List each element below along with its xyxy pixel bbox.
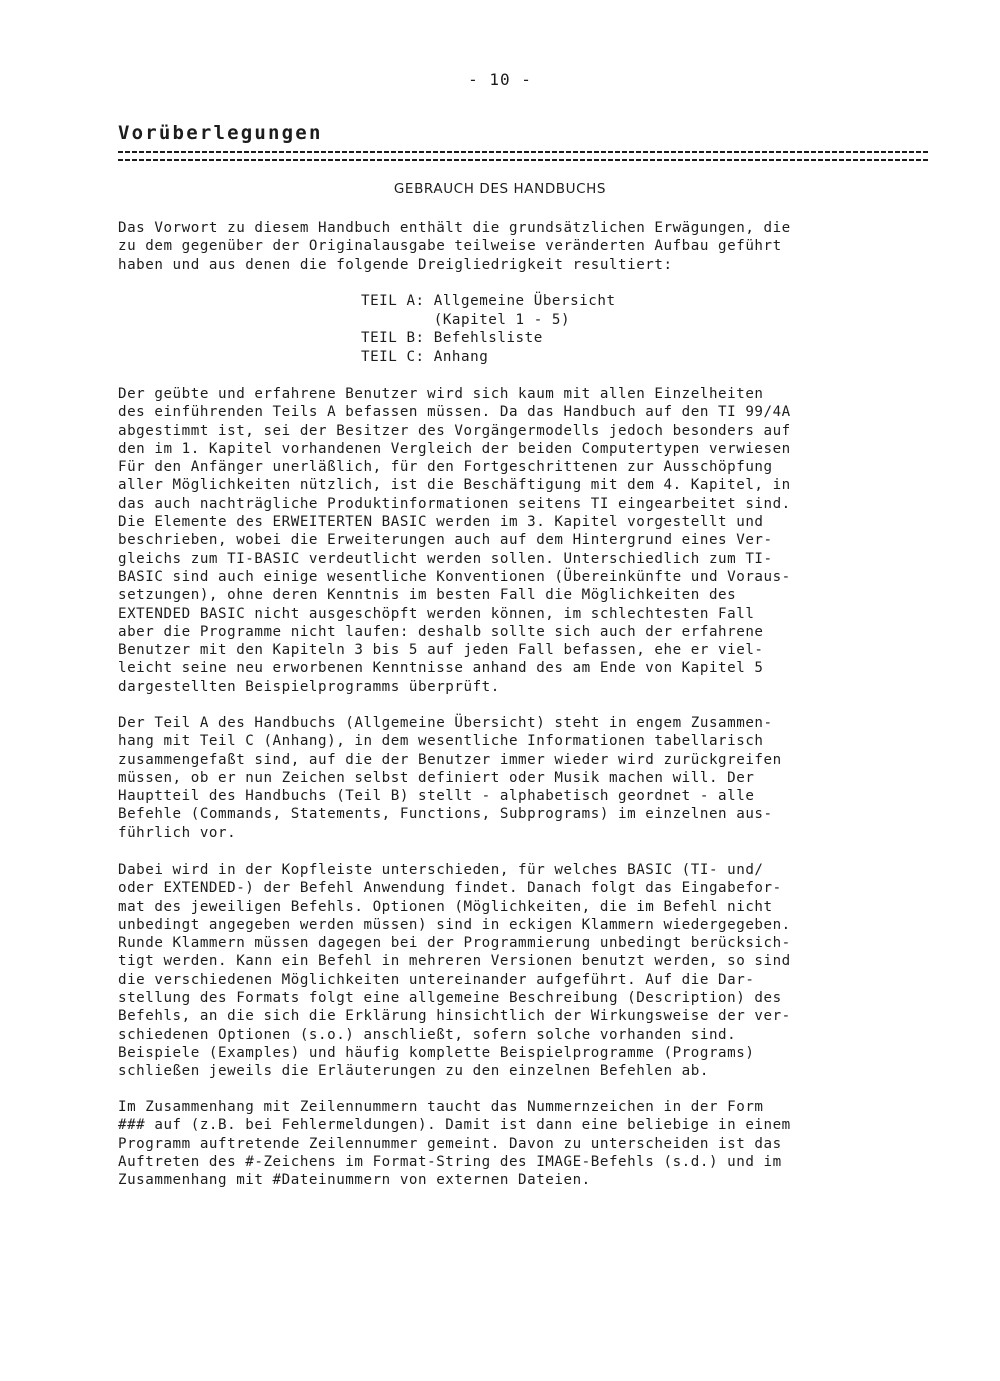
paragraph-line: zusammengefaßt sind, auf die der Benutzer immer wieder wird zurückgreifen [118,751,782,768]
paragraph-line: Der geübte und erfahrene Benutzer wird sich kaum mit allen Einzelheiten [118,386,764,402]
paragraph-4 [118,1098,938,1189]
paragraph-line: Für den Anfänger unerläßlich, für den Fortgeschrittenen zur Ausschöpfung [118,459,773,476]
parts-list [361,292,616,366]
paragraph-line: mat des jeweiligen Befehls. Optionen (Möglichkeiten, die im Befehl nicht [118,898,773,915]
paragraph-line: gleichs zum TI-BASIC verdeutlicht werden sollen. Unterschiedlich zum TI- [118,550,773,567]
paragraph-line: schiedenen Optionen (s.o.) anschließt, sofern solche vorhanden sind. [118,1026,737,1043]
paragraph-line: führlich vor. [118,824,237,841]
page-number: - 10 - [468,70,532,89]
paragraph-line: Befehls, an die sich die Erklärung hinsichtlich der Wirkungsweise der ver- [118,1008,791,1025]
paragraph-line: ### auf (z.B. bei Fehlermeldungen). Damit ist dann eine beliebige in einem [118,1117,791,1134]
paragraph-line: EXTENDED BASIC nicht ausgeschöpft werden können, im schlechtesten Fall [118,605,755,622]
paragraph-line: Die Elemente des ERWEITERTEN BASIC werden im 3. Kapitel vorgestellt und [118,514,764,531]
parts-list-item: (Kapitel 1 - 5) [361,311,571,328]
paragraph-line: Das Vorwort zu diesem Handbuch enthält die grundsätzlichen Erwägungen, die [118,220,791,236]
paragraph-line: müssen, ob er nun Zeichen selbst definiert oder Musik machen will. Der [118,769,755,786]
paragraph-line: tigt werden. Kann ein Befehl in mehreren Versionen benutzt werden, so sind [118,953,791,970]
paragraph-line: haben und aus denen die folgende Dreigliedrigkeit resultiert: [118,256,673,273]
paragraph-line: schließen jeweils die Erläuterungen zu den einzelnen Befehlen ab. [118,1063,709,1080]
paragraph-line: des einführenden Teils A befassen müssen. Da das Handbuch auf den TI 99/4A [118,404,791,421]
paragraph-line: BASIC sind auch einige wesentliche Konventionen (Übereinkünfte und Voraus- [118,568,791,585]
paragraph-line: Benutzer mit den Kapiteln 3 bis 5 auf jeden Fall befassen, ehe er viel- [118,642,764,659]
paragraph-line: aller Möglichkeiten nützlich, ist die Beschäftigung mit dem 4. Kapitel, in [118,477,791,494]
paragraph-line: beschrieben, wobei die Erweiterungen auch auf dem Hintergrund eines Ver- [118,532,773,549]
paragraph-line: den im 1. Kapitel vorhandenen Vergleich der beiden Computertypen verwiesen [118,440,791,457]
paragraph-line: oder EXTENDED-) der Befehl Anwendung findet. Danach folgt das Eingabefor- [118,880,782,897]
parts-list-item: TEIL C: Anhang [361,348,489,365]
paragraph-line: Hauptteil des Handbuchs (Teil B) stellt - alphabetisch geordnet - alle [118,788,755,805]
paragraph-line: hang mit Teil C (Anhang), in dem wesentliche Informationen tabellarisch [118,733,764,750]
paragraph-line: die verschiedenen Möglichkeiten untereinander aufgeführt. Auf die Dar- [118,971,755,988]
paragraph-line: Im Zusammenhang mit Zeilennummern taucht das Nummernzeichen in der Form [118,1099,764,1115]
paragraph-line: das auch nachträgliche Produktinformationen seitens TI eingearbeitet sind. [118,495,791,512]
section-title: GEBRAUCH DES HANDBUCHS [393,181,607,197]
parts-list-item: TEIL A: Allgemeine Übersicht [361,293,616,309]
paragraph-line: setzungen), ohne deren Kenntnis im besten Fall die Möglichkeiten des [118,587,737,604]
paragraph-2 [118,714,938,842]
paragraph-line: Auftreten des #-Zeichens im Format-String des IMAGE-Befehls (s.d.) und im [118,1153,782,1170]
paragraph-line: dargestellten Beispielprogramms überprüft. [118,678,500,695]
paragraph-line: Beispiele (Examples) und häufig komplette Beispielprogramme (Programs) [118,1044,755,1061]
parts-list-item: TEIL B: Befehlsliste [361,330,543,347]
paragraph-line: zu dem gegenüber der Originalausgabe teilweise veränderten Aufbau geführt [118,238,782,255]
paragraph-line: Der Teil A des Handbuchs (Allgemeine Übersicht) steht in engem Zusammen- [118,715,773,731]
paragraph-1 [118,385,938,696]
chapter-title: Vorüberlegungen [118,122,323,144]
paragraph-line: Befehle (Commands, Statements, Functions, Subprograms) im einzelnen aus- [118,806,773,823]
double-rule-divider [118,151,930,161]
paragraph-line: unbedingt angegeben werden müssen) sind in eckigen Klammern wiedergegeben. [118,916,791,933]
paragraph-line: Dabei wird in der Kopfleiste unterschieden, für welches BASIC (TI- und/ [118,862,764,878]
paragraph-line: leicht seine neu erworbenen Kenntnisse anhand des am Ende von Kapitel 5 [118,660,764,677]
intro-paragraph [118,219,938,274]
paragraph-3 [118,861,938,1081]
paragraph-line: Zusammenhang mit #Dateinummern von externen Dateien. [118,1172,591,1189]
paragraph-line: abgestimmt ist, sei der Besitzer des Vorgängermodells jedoch besonders auf [118,422,791,439]
paragraph-line: aber die Programme nicht laufen: deshalb sollte sich auch der erfahrene [118,623,764,640]
paragraph-line: stellung des Formats folgt eine allgemeine Beschreibung (Description) des [118,990,782,1007]
paragraph-line: Programm auftretende Zeilennummer gemeint. Davon zu unterscheiden ist das [118,1135,782,1152]
paragraph-line: Runde Klammern müssen dagegen bei der Programmierung unbedingt berücksich- [118,935,791,952]
